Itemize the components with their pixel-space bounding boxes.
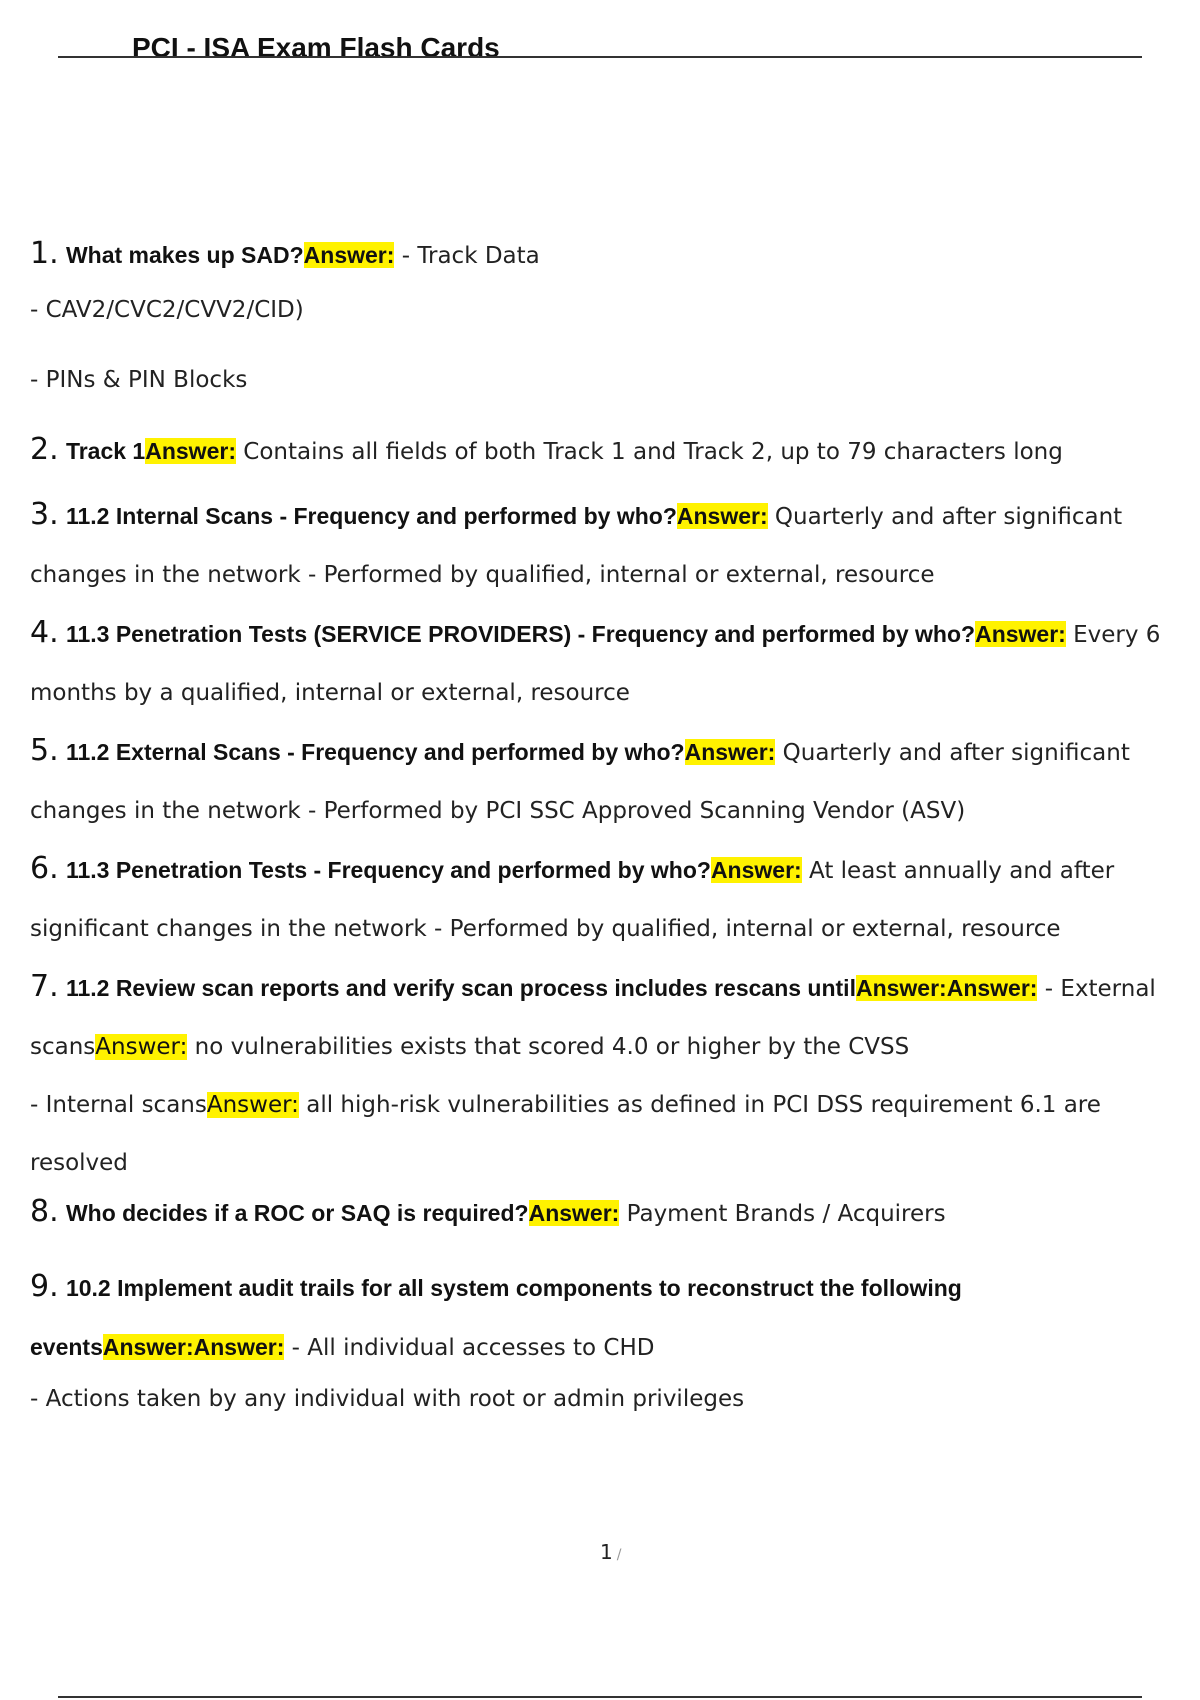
flashcard-7 — [30, 958, 1190, 1076]
flashcard-list — [30, 236, 1190, 1417]
page-number — [600, 1540, 621, 1564]
card-question: Track 1 — [65, 438, 146, 464]
card-question: 11.2 Internal Scans - Frequency and performed by who? — [65, 503, 677, 529]
card-answer-line: - CAV2/CVC2/CVV2/CID) — [30, 297, 304, 323]
card-number: 9. — [30, 1269, 59, 1304]
answer-highlight: Answer: — [975, 621, 1066, 647]
answer-highlight: Answer: — [206, 1092, 299, 1118]
header-rule — [58, 56, 1142, 58]
flashcard-5 — [30, 722, 1190, 840]
answer-highlight: Answer: — [145, 438, 236, 464]
flashcard-4 — [30, 604, 1190, 722]
card-question: What makes up SAD? — [65, 242, 304, 268]
flashcard-8 — [30, 1194, 1190, 1232]
card-answer: Every 6 months by a qualified, internal or external, resource — [30, 622, 1161, 706]
card-answer-tail: no vulnerabilities exists that scored 4.0 or higher by the CVSS — [187, 1034, 910, 1060]
card-question: 11.2 Review scan reports and verify scan process includes rescans until — [65, 975, 856, 1001]
card-answer-prefix: - Internal scans — [30, 1092, 207, 1118]
card-answer-line — [30, 1076, 1190, 1192]
flashcard-6 — [30, 840, 1190, 958]
flashcard-1 — [30, 236, 1190, 274]
card-question: 11.3 Penetration Tests - Frequency and performed by who? — [65, 857, 711, 883]
card-number: 7. — [30, 969, 59, 1004]
card-answer: At least annually and after significant changes in the network - Performed by qualified, internal or external, resource — [30, 858, 1115, 942]
card-number: 3. — [30, 497, 59, 532]
answer-highlight: Answer: — [676, 503, 768, 529]
flashcard-2 — [30, 432, 1190, 470]
card-answer: Payment Brands / Acquirers — [619, 1201, 946, 1227]
card-answer: - All individual accesses to CHD — [284, 1335, 655, 1361]
card-answer-text: all high-risk vulnerabilities as defined in PCI DSS requirement 6.1 are resolved — [30, 1092, 1101, 1176]
card-answer: - Track Data — [394, 243, 540, 269]
flashcard-9 — [30, 1258, 1190, 1377]
answer-highlight: Answer: — [95, 1034, 188, 1060]
card-answer: Contains all fields of both Track 1 and Track 2, up to 79 characters long — [235, 439, 1063, 465]
document-title: PCI - ISA Exam Flash Cards — [132, 32, 500, 63]
answer-highlight: Answer: — [710, 857, 802, 883]
card-answer: - External scans — [30, 976, 1156, 1060]
card-answer: Quarterly and after significant changes in the network - Performed by qualified, internal or external, resource — [30, 504, 1123, 588]
card-number: 1. — [30, 236, 59, 271]
card-answer-line: - PINs & PIN Blocks — [30, 367, 248, 393]
card-number: 4. — [30, 615, 59, 650]
page-number-value: 1 — [600, 1540, 613, 1564]
card-number: 6. — [30, 851, 59, 886]
card-number: 2. — [30, 432, 59, 467]
card-number: 8. — [30, 1194, 59, 1229]
card-number: 5. — [30, 733, 59, 768]
footer-rule — [58, 1696, 1142, 1698]
page-number-separator: / — [616, 1547, 622, 1563]
card-answer: Quarterly and after significant changes in the network - Performed by PCI SSC Approved Scanning Vendor (ASV) — [30, 740, 1130, 824]
answer-highlight: Answer: — [684, 739, 776, 765]
answer-highlight: Answer:Answer: — [102, 1334, 285, 1360]
card-question: 11.3 Penetration Tests (SERVICE PROVIDERS) - Frequency and performed by who? — [65, 621, 976, 647]
answer-highlight: Answer: — [528, 1200, 620, 1226]
card-question: 11.2 External Scans - Frequency and performed by who? — [65, 739, 685, 765]
answer-highlight: Answer:Answer: — [855, 975, 1038, 1001]
flashcard-3 — [30, 486, 1190, 604]
card-answer-line: - Actions taken by any individual with root or admin privileges — [30, 1386, 745, 1412]
card-question: 10.2 Implement audit trails for all system components to reconstruct the following events — [30, 1275, 962, 1360]
answer-highlight: Answer: — [303, 242, 395, 268]
card-question: Who decides if a ROC or SAQ is required? — [65, 1200, 529, 1226]
